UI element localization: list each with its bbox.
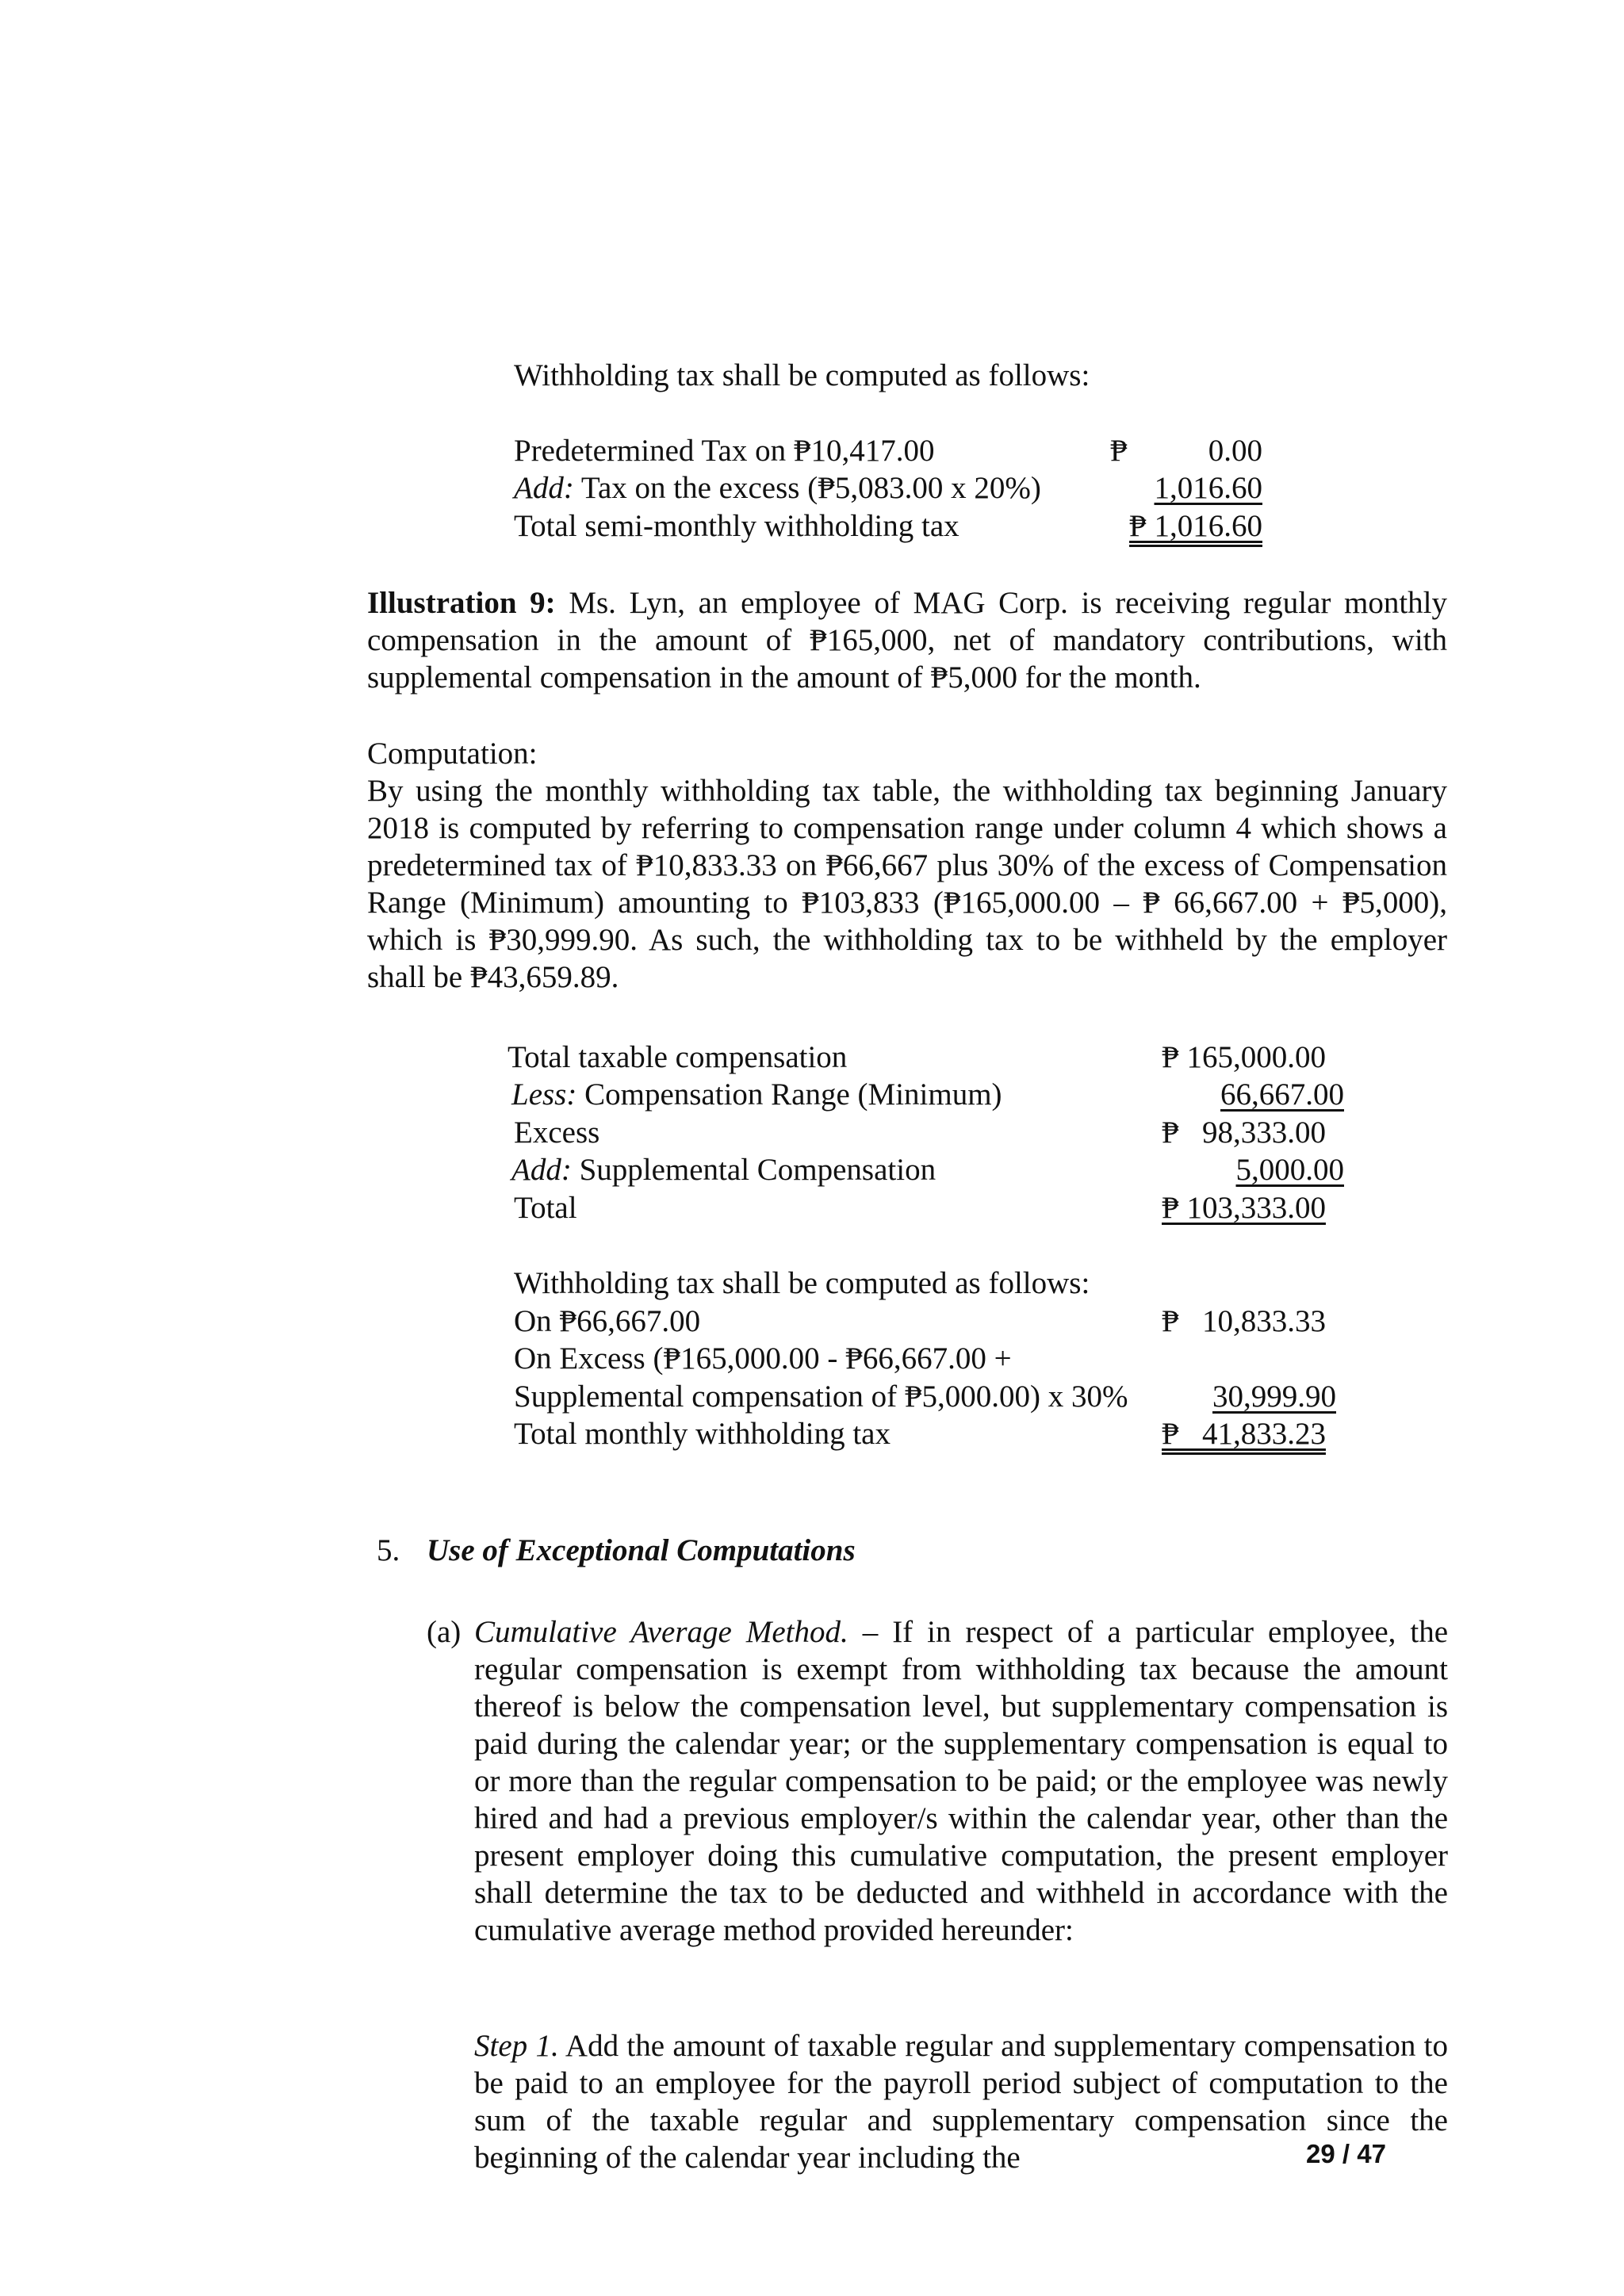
- row-amount: ₱ 10,833.33: [1162, 1304, 1326, 1338]
- currency-symbol: ₱: [1110, 434, 1128, 468]
- item-marker: (a): [427, 1615, 462, 1649]
- row-amount-total: ₱ 41,833.23: [1162, 1417, 1326, 1451]
- row-label: [514, 469, 1041, 507]
- illustration-paragraph: [367, 584, 1447, 696]
- item-a-text: – If in respect of a particular employee, the regular compensation is exempt from withholding tax because the amount thereof is below the compensation level, but supplementary compensation is paid during the calendar year; or the supplementary compensation is equal to or more than the regular compensation to be paid; or the employee was newly hired and had a previous employer/s within the calendar year, other than the present employer doing this cumulative computation, the present employer shall determine the tax to be deducted and withheld in accordance with the cumulative average method provided hereunder:: [474, 1615, 1449, 1947]
- step1-paragraph: [474, 2027, 1448, 2176]
- section-number: 5.: [377, 1533, 400, 1567]
- row-amount: 5,000.00: [1235, 1153, 1344, 1187]
- section-title: Use of Exceptional Computations: [427, 1533, 856, 1567]
- row-label: Total semi-monthly withholding tax: [514, 509, 959, 543]
- row-amount: 30,999.90: [1212, 1380, 1336, 1414]
- row-label-italic: Add:: [514, 471, 574, 505]
- computation-heading: Withholding tax shall be computed as follows:: [514, 358, 1090, 392]
- row-label: Predetermined Tax on ₱10,417.00: [514, 434, 935, 468]
- computation-heading: Withholding tax shall be computed as follows:: [514, 1266, 1090, 1300]
- row-amount: 0.00: [1208, 434, 1262, 468]
- row-label: Total taxable compensation: [508, 1040, 848, 1074]
- row-label: On Excess (₱165,000.00 - ₱66,667.00 +: [514, 1341, 1012, 1376]
- illustration-title: Illustration 9:: [367, 586, 556, 620]
- row-label: On ₱66,667.00: [514, 1304, 701, 1338]
- page-number: 29 / 47: [1306, 2139, 1386, 2168]
- row-amount-total: ₱ 1,016.60: [1129, 509, 1262, 543]
- row-label-italic: Add:: [511, 1153, 572, 1187]
- step1-text: Add the amount of taxable regular and supplementary compensation to be paid to an employee for the payroll period subject of computation to the sum of the taxable regular and supplementary compensation since the beginning of the calendar year including the: [474, 2029, 1448, 2175]
- row-label: [511, 1151, 936, 1188]
- row-label: Total monthly withholding tax: [514, 1417, 891, 1451]
- row-label: Total: [514, 1191, 577, 1225]
- row-label: Supplemental compensation of ₱5,000.00) x 30%: [514, 1380, 1128, 1414]
- row-amount: 66,667.00: [1220, 1077, 1344, 1112]
- step1-title: Step 1.: [474, 2029, 559, 2063]
- row-amount-total: ₱ 103,333.00: [1162, 1191, 1326, 1225]
- row-amount: 1,016.60: [1154, 471, 1262, 505]
- row-label-text: Compensation Range (Minimum): [576, 1077, 1002, 1112]
- row-label: [511, 1076, 1002, 1113]
- computation-paragraph: By using the monthly withholding tax table, the withholding tax beginning January 2018 is computed by referring to compensation range under column 4 which shows a predetermined tax of ₱10,833.33 on ₱66,667 plus 30% of the excess of Compensation Range (Minimum) amounting to ₱103,833 (₱165,000.00 – ₱ 66,667.00 + ₱5,000), which is ₱30,999.90. As such, the withholding tax to be withheld by the employer shall be ₱43,659.89.: [367, 774, 1447, 994]
- item-a-paragraph: [474, 1613, 1448, 1949]
- computation-label: Computation:: [367, 737, 538, 771]
- row-amount: ₱ 165,000.00: [1162, 1040, 1326, 1074]
- row-amount: ₱ 98,333.00: [1162, 1115, 1326, 1150]
- row-label-italic: Less:: [511, 1077, 577, 1112]
- row-label: Excess: [514, 1115, 600, 1150]
- illustration-text: Ms. Lyn, an employee of MAG Corp. is receiving regular monthly compensation in the amount of ₱165,000, net of mandatory contributions, with supplemental compensation in the amount of ₱5,000 for the month.: [367, 586, 1448, 695]
- row-label-text: Tax on the excess (₱5,083.00 x 20%): [573, 471, 1041, 505]
- item-a-title: Cumulative Average Method.: [474, 1615, 848, 1649]
- row-label-text: Supplemental Compensation: [571, 1153, 936, 1187]
